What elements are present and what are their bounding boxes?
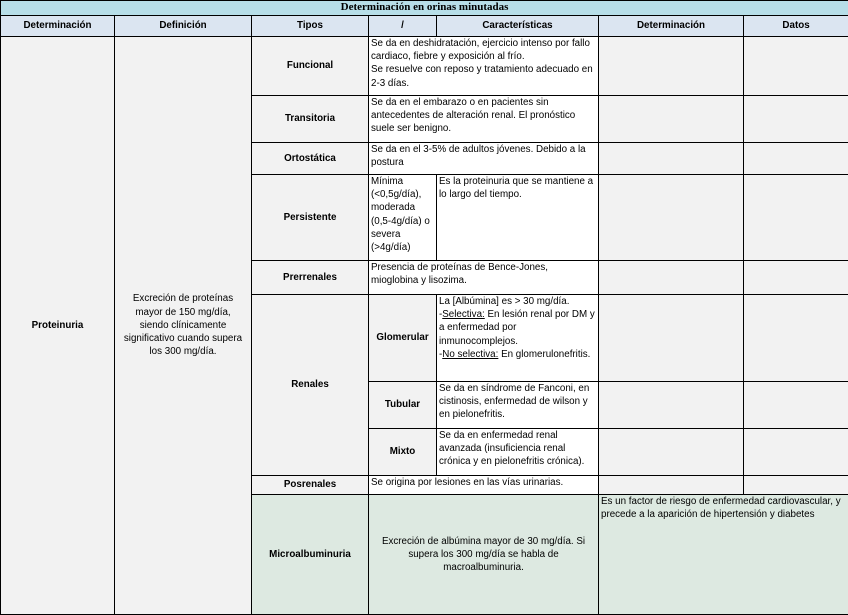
datos-tubular — [744, 382, 848, 429]
subtype-mixto: Mixto — [369, 429, 437, 476]
desc-ortostatica: Se da en el 3-5% de adultos jóvenes. Debido a la postura — [369, 143, 599, 175]
glomerular-selectiva-label: Selectiva: — [442, 309, 484, 320]
microalbuminuria-definition: Excreción de albúmina mayor de 30 mg/día. Si supera los 300 mg/día se habla de macroalbuminuria. — [369, 495, 599, 615]
datos-mixto — [744, 429, 848, 476]
determinacion-funcional — [599, 37, 744, 96]
type-funcional: Funcional — [252, 37, 369, 96]
determinacion-prerrenales — [599, 261, 744, 295]
type-persistente: Persistente — [252, 175, 369, 261]
proteinuria-label: Proteinuria — [1, 37, 115, 615]
header-definicion: Definición — [115, 16, 252, 37]
header-caracteristicas: Características — [437, 16, 599, 37]
glomerular-albumin-line: La [Albúmina] es > 30 mg/día. — [439, 296, 569, 307]
header-determinacion: Determinación — [1, 16, 115, 37]
type-prerrenales: Prerrenales — [252, 261, 369, 295]
determinacion-transitoria — [599, 96, 744, 143]
datos-ortostatica — [744, 143, 848, 175]
desc-funcional-resolution: Se resuelve con reposo y tratamiento adecuado en 2-3 días. — [371, 64, 593, 88]
datos-funcional — [744, 37, 848, 96]
type-transitoria: Transitoria — [252, 96, 369, 143]
desc-glomerular — [437, 295, 599, 382]
determinacion-posrenales — [599, 476, 744, 495]
microalbuminuria-label: Microalbuminuria — [252, 495, 369, 615]
desc-tubular: Se da en síndrome de Fanconi, en cistinosis, enfermedad de wilson y en pielonefritis. — [437, 382, 599, 429]
determinacion-mixto — [599, 429, 744, 476]
type-renales: Renales — [252, 295, 369, 476]
desc-mixto: Se da en enfermedad renal avanzada (insuficiencia renal crónica y en pielonefritis crónica). — [437, 429, 599, 476]
proteinuria-definition: Excreción de proteínas mayor de 150 mg/día, siendo clínicamente significativo cuando supera los 300 mg/día. — [115, 37, 252, 615]
header-tipos: Tipos — [252, 16, 369, 37]
header-determinacion-2: Determinación — [599, 16, 744, 37]
datos-transitoria — [744, 96, 848, 143]
desc-transitoria: Se da en el embarazo o en pacientes sin antecedentes de alteración renal. El pronóstico suele ser benigno. — [369, 96, 599, 143]
datos-posrenales — [744, 476, 848, 495]
determinacion-tubular — [599, 382, 744, 429]
type-posrenales: Posrenales — [252, 476, 369, 495]
desc-prerrenales: Presencia de proteínas de Bence-Jones, mioglobina y lisozima. — [369, 261, 599, 295]
glomerular-noselectiva-text: En glomerulonefritis. — [498, 349, 590, 360]
subtype-glomerular: Glomerular — [369, 295, 437, 382]
determinacion-glomerular — [599, 295, 744, 382]
desc-funcional-cause: Se da en deshidratación, ejercicio intenso por fallo cardiaco, fiebre y exposición al frío. — [371, 38, 590, 62]
subtype-tubular: Tubular — [369, 382, 437, 429]
desc-posrenales: Se origina por lesiones en las vías urinarias. — [369, 476, 599, 495]
type-ortostatica: Ortostática — [252, 143, 369, 175]
glomerular-selectiva-text: En lesión renal por DM y a enfermedad por inmunocomplejos. — [439, 309, 595, 346]
datos-prerrenales — [744, 261, 848, 295]
header-slash: / — [369, 16, 437, 37]
levels-persistente: Mínima (<0,5g/día), moderada (0,5-4g/día) o severa (>4g/día) — [369, 175, 437, 261]
determinacion-ortostatica — [599, 143, 744, 175]
datos-persistente — [744, 175, 848, 261]
microalbuminuria-characteristics: Es un factor de riesgo de enfermedad cardiovascular, y precede a la aparición de hipertensión y diabetes — [599, 495, 848, 615]
determinacion-persistente — [599, 175, 744, 261]
header-datos: Datos — [744, 16, 848, 37]
desc-persistente: Es la proteinuria que se mantiene a lo largo del tiempo. — [437, 175, 599, 261]
datos-glomerular — [744, 295, 848, 382]
glomerular-noselectiva-dash: - — [439, 349, 442, 360]
glomerular-selectiva-dash: - — [439, 309, 442, 320]
desc-funcional — [369, 37, 599, 96]
glomerular-noselectiva-label: No selectiva: — [442, 349, 498, 360]
table-title: Determinación en orinas minutadas — [1, 1, 848, 16]
